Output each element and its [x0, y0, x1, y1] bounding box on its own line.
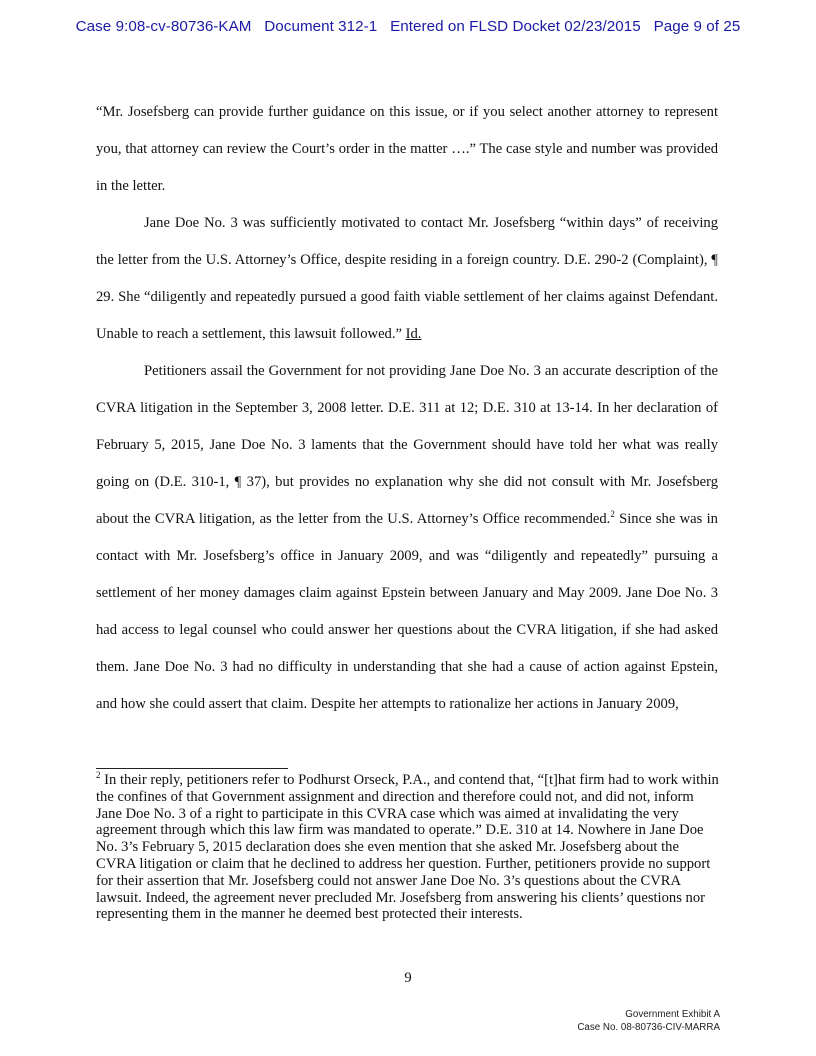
footnote-reference[interactable]: 2: [610, 509, 615, 520]
paragraph-text: Jane Doe No. 3 was sufficiently motivated to contact Mr. Josefsberg “within days” of receiving the letter from the U.S. Attorney’s Office, despite residing in a foreign country. D.E. 290-2 (Complaint), ¶ 29. She “diligently and repeatedly pursued a good faith viable settlement of her claims against Defendant. Unable to reach a settlement, this lawsuit followed.”: [96, 215, 718, 342]
exhibit-label: Government Exhibit A: [625, 1009, 720, 1020]
footnote-number: 2: [96, 770, 101, 781]
document-body: [96, 94, 718, 723]
footnote-2: [96, 772, 720, 923]
footnote-text: In their reply, petitioners refer to Podhurst Orseck, P.A., and contend that, “[t]hat firm had to work within the confines of that Government assignment and direction and therefore could not, and did not, inform Jane Doe No. 3 of a right to participate in this CVRA case which was aimed at invalidating the very agreement through which this law firm was mandated to operate.” D.E. 310 at 14. Nowhere in Jane Doe No. 3’s February 5, 2015 declaration does she even mention that she asked Mr. Josefsberg about the CVRA litigation or claim that he declined to address her question. Further, petitioners provide no support for their assertion that Mr. Josefsberg could not answer Jane Doe No. 3’s questions about the CVRA lawsuit. Indeed, the agreement never precluded Mr. Josefsberg from answering his clients’ questions nor representing them in the manner he deemed best protected their interests.: [96, 772, 719, 923]
exhibit-case-number: Case No. 08-80736-CIV-MARRA: [577, 1022, 720, 1033]
paragraph-jane-doe-contact: [96, 205, 718, 353]
exhibit-stamp: [577, 1008, 720, 1034]
paragraph-text: Since she was in contact with Mr. Josefsberg’s office in January 2009, and was “diligently and repeatedly” pursuing a settlement of her money damages claim against Epstein between January and May 2009. Jane Doe No. 3 had access to legal counsel who could answer her questions about the CVRA litigation, if she had asked them. Jane Doe No. 3 had no difficulty in understanding that she had a cause of action against Epstein, and how she could assert that claim. Despite her attempts to rationalize her actions in January 2009,: [96, 511, 718, 712]
citation-id: Id.: [405, 326, 422, 342]
docket-header: Case 9:08-cv-80736-KAM Document 312-1 Entered on FLSD Docket 02/23/2015 Page 9 of 25: [75, 18, 741, 35]
paragraph-quote-continuation: “Mr. Josefsberg can provide further guidance on this issue, or if you select another attorney to represent you, that attorney can review the Court’s order in the matter ….” The case style and number was provided in the letter.: [96, 104, 718, 194]
paragraph-text: Petitioners assail the Government for not providing Jane Doe No. 3 an accurate description of the CVRA litigation in the September 3, 2008 letter. D.E. 311 at 12; D.E. 310 at 13-14. In her declaration of February 5, 2015, Jane Doe No. 3 laments that the Government should have told her what was really going on (D.E. 310-1, ¶ 37), but provides no explanation why she did not consult with Mr. Josefsberg about the CVRA litigation, as the letter from the U.S. Attorney’s Office recommended.: [96, 363, 718, 527]
page-number: 9: [404, 970, 412, 986]
paragraph-petitioners-assail: [96, 353, 718, 723]
footnote-divider: [96, 768, 288, 769]
